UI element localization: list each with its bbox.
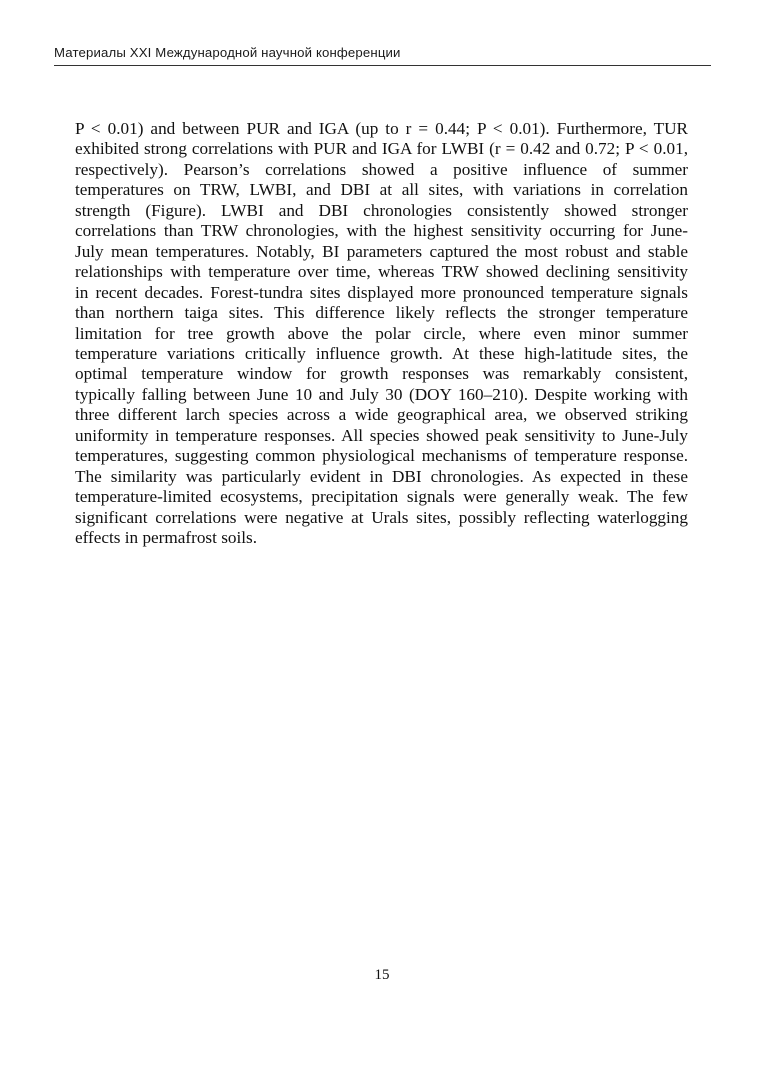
header-divider <box>54 65 711 66</box>
text-line: in recent decades. Forest-tundra sites displayed more pronounced temperature signals <box>75 282 688 302</box>
text-line: three different larch species across a wide geographical area, we observed striking <box>75 405 688 425</box>
text-line: limitation for tree growth above the polar circle, where even minor summer <box>75 323 688 343</box>
text-line: typically falling between June 10 and July 30 (DOY 160–210). Despite working with <box>75 384 688 404</box>
text-line: strength (Figure). LWBI and DBI chronologies consistently showed stronger <box>75 200 688 220</box>
text-line: significant correlations were negative at Urals sites, possibly reflecting waterlogging <box>75 507 688 527</box>
text-line: uniformity in temperature responses. All species showed peak sensitivity to June-July <box>75 425 688 445</box>
text-line: respectively). Pearson’s correlations showed a positive influence of summer <box>75 159 688 179</box>
text-line: temperature-limited ecosystems, precipitation signals were generally weak. The few <box>75 487 688 507</box>
text-line: optimal temperature window for growth responses was remarkably consistent, <box>75 364 688 384</box>
body-paragraph <box>75 119 688 549</box>
text-line: relationships with temperature over time, whereas TRW showed declining sensitivity <box>75 262 688 282</box>
text-line: exhibited strong correlations with PUR and IGA for LWBI (r = 0.42 and 0.72; P < 0.01, <box>75 139 688 159</box>
text-line: than northern taiga sites. This difference likely reflects the stronger temperature <box>75 303 688 323</box>
text-line: temperatures on TRW, LWBI, and DBI at all sites, with variations in correlation <box>75 180 688 200</box>
text-line: temperatures, suggesting common physiological mechanisms of temperature response. <box>75 446 688 466</box>
text-line: July mean temperatures. Notably, BI parameters captured the most robust and stable <box>75 241 688 261</box>
text-line: effects in permafrost soils. <box>75 528 258 548</box>
page-number: 15 <box>374 967 390 983</box>
text-line: correlations than TRW chronologies, with the highest sensitivity occurring for June- <box>75 221 688 241</box>
running-header: Материалы XXI Международной научной конференции <box>54 45 401 60</box>
text-line: temperature variations critically influence growth. At these high-latitude sites, the <box>75 343 688 363</box>
text-line: P < 0.01) and between PUR and IGA (up to r = 0.44; P < 0.01). Furthermore, TUR <box>75 119 688 138</box>
text-line: The similarity was particularly evident in DBI chronologies. As expected in these <box>75 466 688 486</box>
